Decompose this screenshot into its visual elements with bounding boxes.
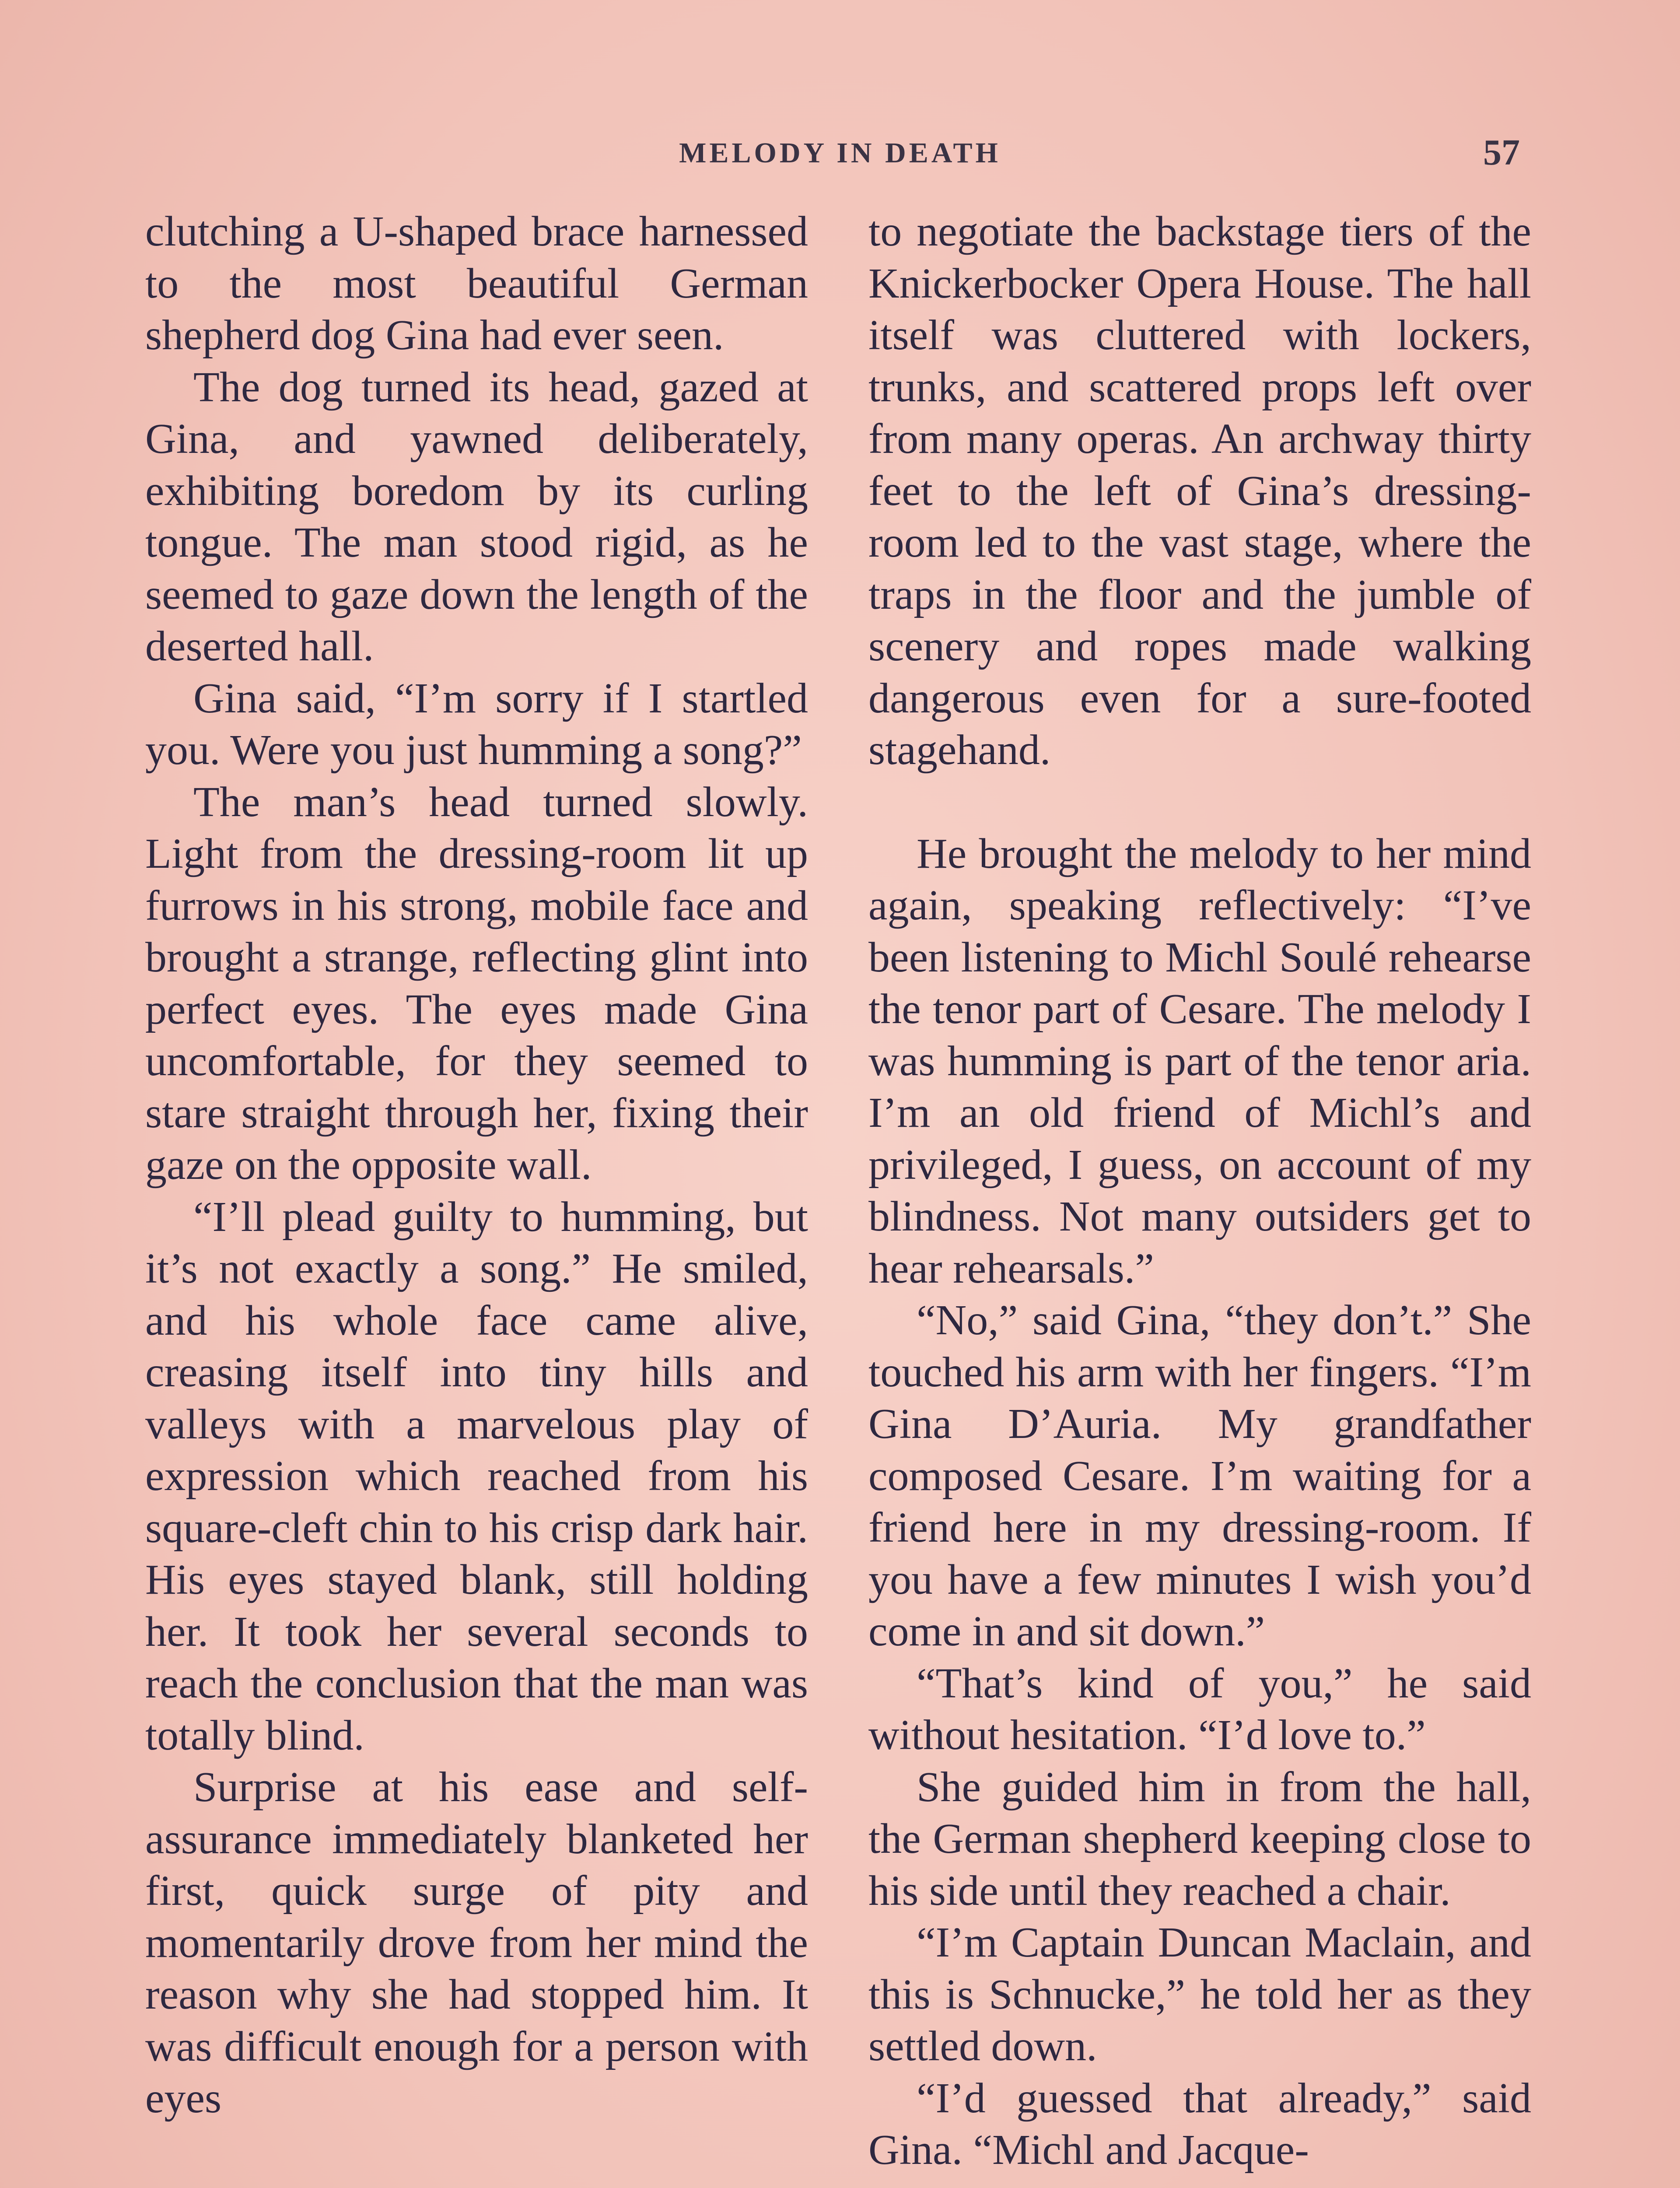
paragraph: The man’s head turned slowly. Light from the dressing-room lit up furrows in his strong, mobile face and brought a strange, reflecting glint into perfect eyes. The eyes made Gina uncomfortable, for they seemed to stare straight through her, fixing their gaze on the opposite wall. [145,778,808,1189]
paragraph: “I’ll plead guilty to humming, but it’s not exactly a song.” He smiled, and his whole face came alive, creasing itself into tiny hills and valleys with a marvelous play of expression which reached from his square-cleft chin to his crisp dark hair. His eyes stayed blank, still holding her. It took her several seconds to reach the conclusion that the man was totally blind. [145,1193,808,1759]
paragraph: “That’s kind of you,” he said without hesitation. “I’d love to.” [868,1659,1531,1759]
page-number: 57 [1483,132,1520,173]
right-text-column [868,206,1531,2176]
paragraph: “I’m Captain Duncan Maclain, and this is Schnucke,” he told her as they settled down. [868,1919,1531,2070]
left-text-column [145,206,808,2125]
paragraph: to negotiate the backstage tiers of the Knickerbocker Opera House. The hall itself was cluttered with lockers, trunks, and scattered props left over from many operas. An archway thirty feet to the left of Gina’s dressing-room led to the vast stage, where the traps in the floor and the jumble of scenery and ropes made walking dangerous even for a sure-footed stagehand. [868,208,1531,774]
paragraph: He brought the melody to her mind again, speaking reflectively: “I’ve been listening to Michl Soulé rehearse the tenor part of Cesare. The melody I was humming is part of the tenor aria. I’m an old friend of Michl’s and privileged, I guess, on account of my blindness. Not many outsiders get to hear rehearsals.” [868,830,1531,1292]
paragraph: clutching a U-shaped brace harnessed to the most beautiful German shepherd dog Gina had ever seen. [145,208,808,359]
paragraph: Gina said, “I’m sorry if I startled you. Were you just humming a song?” [145,674,808,774]
paragraph: “No,” said Gina, “they don’t.” She touched his arm with her fingers. “I’m Gina D’Auria. My grandfather composed Cesare. I’m waiting for a friend here in my dressing-room. If you have a few minutes I wish you’d come in and sit down.” [868,1297,1531,1655]
paragraph: She guided him in from the hall, the German shepherd keeping close to his side until they reached a chair. [868,1763,1531,1914]
paragraph: The dog turned its head, gazed at Gina, and yawned deliberately, exhibiting boredom by its curling tongue. The man stood rigid, as he seemed to gaze down the length of the deserted hall. [145,363,808,670]
running-header: MELODY IN DEATH [679,137,1001,169]
paragraph: Surprise at his ease and self-assurance immediately blanketed her first, quick surge of pity and momentarily drove from her mind the reason why she had stopped him. It was difficult enough for a person with eyes [145,1764,808,2122]
paragraph: “I’d guessed that already,” said Gina. “Michl and Jacque- [868,2074,1531,2174]
